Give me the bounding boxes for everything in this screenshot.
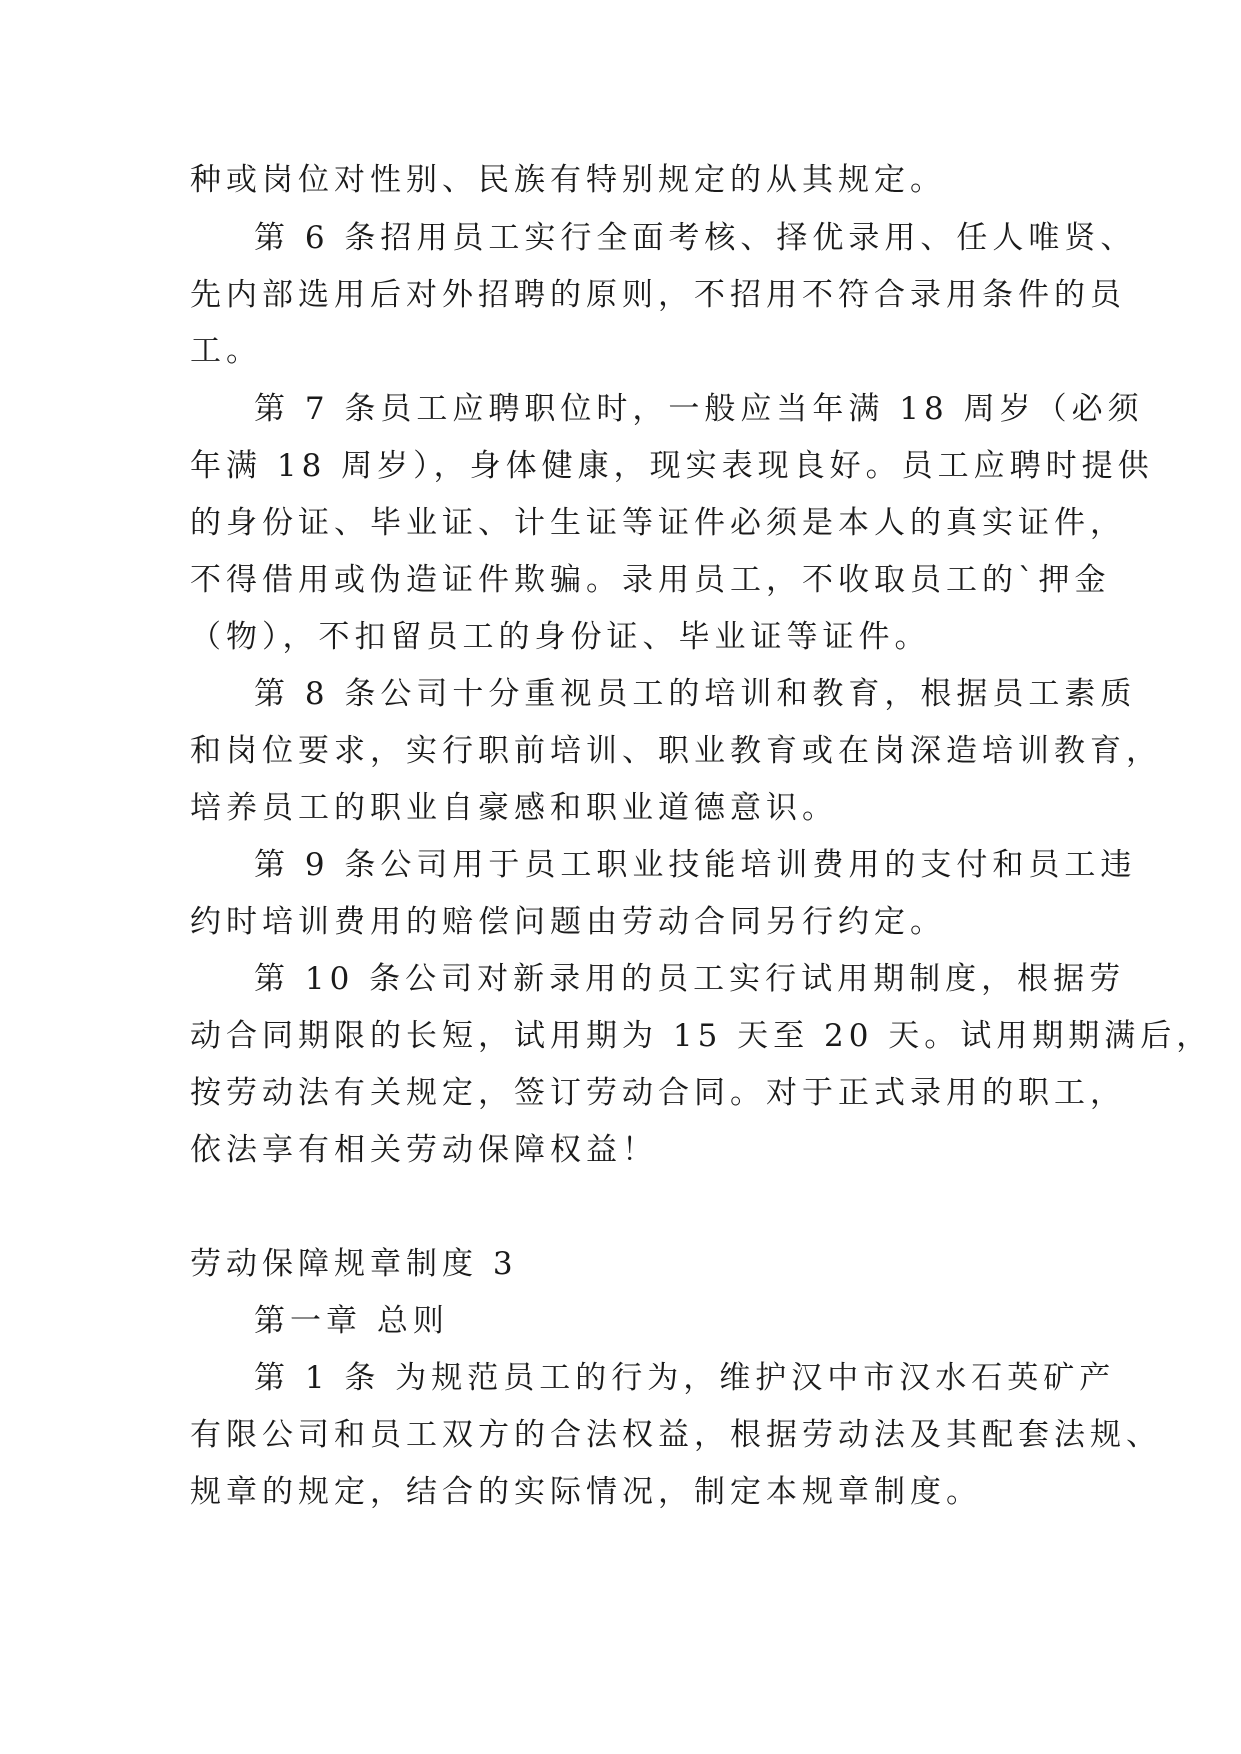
text-line: 动合同期限的长短，试用期为 15 天至 20 天。试用期期满后，: [190, 1018, 1213, 1054]
article-6-line: 第 6 条招用员工实行全面考核、择优录用、任人唯贤、: [254, 220, 1137, 256]
text-line: 有限公司和员工双方的合法权益，根据劳动法及其配套法规、: [190, 1417, 1162, 1453]
article-7-line: 第 7 条员工应聘职位时，一般应当年满 18 周岁（必须: [254, 391, 1144, 427]
article-9-line: 第 9 条公司用于员工职业技能培训费用的支付和员工违: [254, 847, 1137, 883]
text-line: 不得借用或伪造证件欺骗。录用员工，不收取员工的`押金: [190, 562, 1111, 598]
text-line: 依法享有相关劳动保障权益！: [190, 1132, 658, 1168]
text-line: 约时培训费用的赔偿问题由劳动合同另行约定。: [190, 904, 946, 940]
text-line: 培养员工的职业自豪感和职业道德意识。: [190, 790, 838, 826]
chapter-heading: 第一章 总则: [254, 1303, 449, 1339]
text-line: 的身份证、毕业证、计生证等证件必须是本人的真实证件，: [190, 505, 1126, 541]
article-8-line: 第 8 条公司十分重视员工的培训和教育，根据员工素质: [254, 676, 1137, 712]
text-line: 和岗位要求，实行职前培训、职业教育或在岗深造培训教育，: [190, 733, 1162, 769]
article-1-line: 第 1 条 为规范员工的行为，维护汉中市汉水石英矿产: [254, 1360, 1116, 1396]
text-line: 按劳动法有关规定，签订劳动合同。对于正式录用的职工，: [190, 1075, 1126, 1111]
text-line: 种或岗位对性别、民族有特别规定的从其规定。: [190, 162, 946, 198]
text-line: （物），不扣留员工的身份证、毕业证等证件。: [190, 619, 931, 655]
text-line: 规章的规定，结合的实际情况，制定本规章制度。: [190, 1474, 982, 1510]
text-line: 先内部选用后对外招聘的原则，不招用不符合录用条件的员: [190, 277, 1126, 313]
text-line: 工。: [190, 333, 262, 369]
article-10-line: 第 10 条公司对新录用的员工实行试用期制度，根据劳: [254, 961, 1126, 997]
section-heading: 劳动保障规章制度 3: [190, 1246, 518, 1282]
text-line: 年满 18 周岁），身体健康，现实表现良好。员工应聘时提供: [190, 448, 1154, 484]
